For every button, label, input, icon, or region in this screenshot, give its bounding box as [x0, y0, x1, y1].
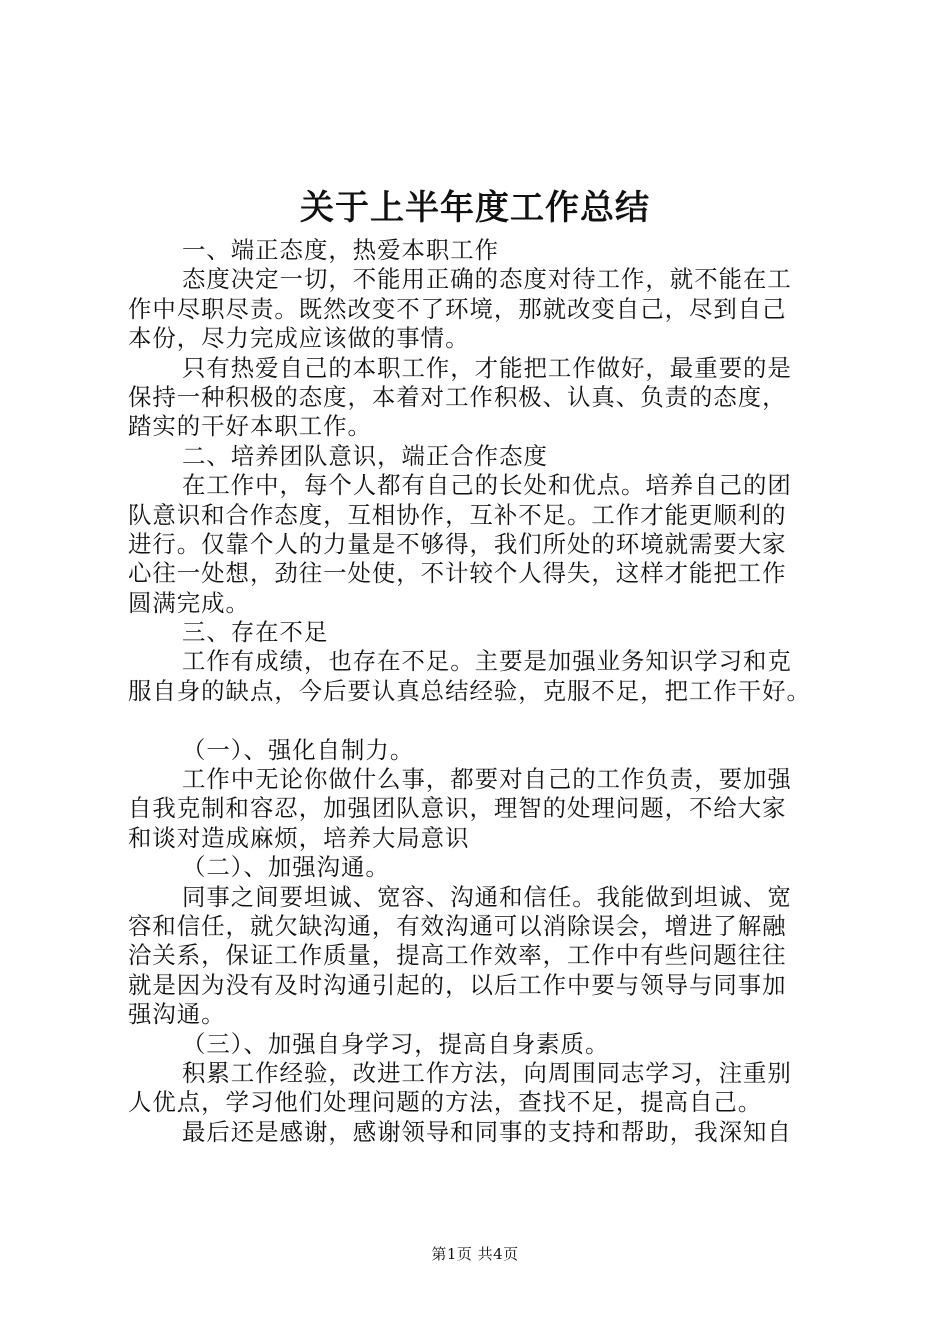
text-line: 心往一处想，劲往一处使，不计较个人得失，这样才能把工作: [128, 559, 787, 588]
text-line: 强沟通。: [128, 1000, 226, 1029]
text-line: 服自身的缺点，今后要认真总结经验，克服不足，把工作干好。: [128, 676, 811, 705]
text-line: 积累工作经验，改进工作方法，向周围同志学习，注重别: [182, 1058, 792, 1087]
text-line: 洽关系，保证工作质量，提高工作效率，工作中有些问题往往: [128, 941, 787, 970]
text-line: 保持一种积极的态度，本着对工作积极、认真、负责的态度，: [128, 382, 787, 411]
text-line: 二、培养团队意识，端正合作态度: [182, 441, 548, 470]
text-line: 一、端正态度，热爱本职工作: [182, 236, 500, 264]
text-line: 人优点，学习他们处理问题的方法，查找不足，提高自己。: [128, 1088, 763, 1117]
text-line: 就是因为没有及时沟通引起的，以后工作中要与领导与同事加: [128, 970, 787, 999]
text-line: 圆满完成。: [128, 588, 250, 617]
text-line: 在工作中，每个人都有自己的长处和优点。培养自己的团: [182, 471, 792, 500]
document-body: [128, 236, 830, 1147]
text-line: 态度决定一切，不能用正确的态度对待工作，就不能在工: [182, 265, 792, 294]
text-line: （二）、加强沟通。: [182, 853, 390, 882]
text-line: 工作中无论你做什么事，都要对自己的工作负责，要加强: [182, 765, 792, 794]
text-line: 容和信任，就欠缺沟通，有效沟通可以消除误会，增进了解融: [128, 911, 787, 940]
page-footer: 第1页 共4页: [431, 1245, 519, 1263]
text-line: 同事之间要坦诚、宽容、沟通和信任。我能做到坦诚、宽: [182, 882, 792, 911]
text-line: 只有热爱自己的本职工作，才能把工作做好，最重要的是: [182, 353, 792, 382]
document-title: 关于上半年度工作总结: [300, 188, 650, 228]
text-line: （三）、加强自身学习，提高自身素质。: [182, 1029, 610, 1058]
text-line: 进行。仅靠个人的力量是不够得，我们所处的环境就需要大家: [128, 529, 787, 558]
text-line: 工作有成绩，也存在不足。主要是加强业务知识学习和克: [182, 647, 792, 676]
text-line: 作中尽职尽责。既然改变不了环境，那就改变自己，尽到自己: [128, 294, 787, 323]
text-line: 自我克制和容忍，加强团队意识，理智的处理问题，不给大家: [128, 794, 787, 823]
text-line: 踏实的干好本职工作。: [128, 412, 372, 441]
text-line: （一）、强化自制力。: [182, 735, 415, 764]
text-line: 本份，尽力完成应该做的事情。: [128, 324, 470, 353]
text-line: 和谈对造成麻烦，培养大局意识: [128, 823, 470, 852]
text-line: 最后还是感谢，感谢领导和同事的支持和帮助，我深知自: [182, 1117, 792, 1146]
blank-line: [128, 706, 830, 735]
text-line: 三、存在不足: [182, 618, 329, 647]
text-line: 队意识和合作态度，互相协作，互补不足。工作才能更顺利的: [128, 500, 787, 529]
